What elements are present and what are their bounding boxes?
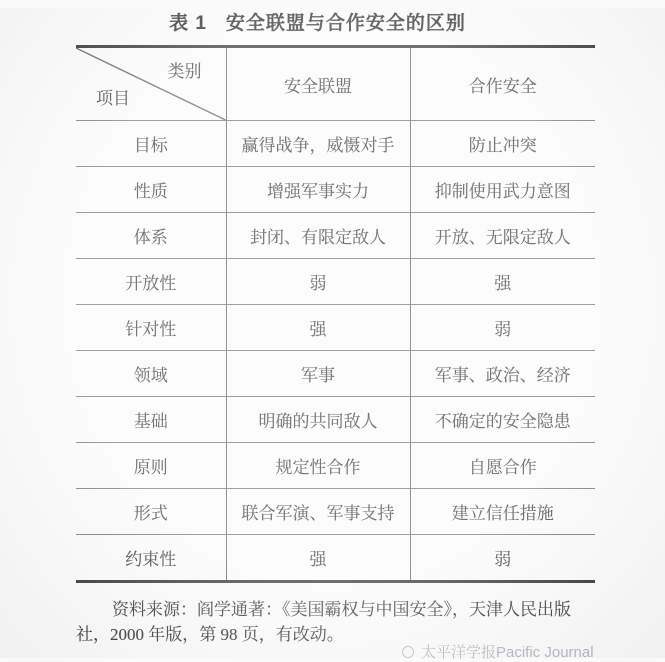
- cell-alliance: 联合军演、军事支持: [226, 489, 410, 535]
- cell-alliance: 强: [226, 305, 410, 351]
- table-row: [76, 259, 595, 305]
- row-item-label: 形式: [76, 489, 226, 535]
- row-item-label: 性质: [76, 167, 226, 213]
- cell-cooperation: 自愿合作: [410, 443, 595, 489]
- header-col-alliance: 安全联盟: [226, 47, 410, 121]
- table-row: [76, 397, 595, 443]
- source-note: [76, 597, 665, 647]
- table-header-row: [76, 47, 595, 121]
- table-row: [76, 213, 595, 259]
- header-category-label: 类别: [167, 62, 202, 81]
- cell-cooperation: 建立信任措施: [410, 489, 595, 535]
- cell-cooperation: 军事、政治、经济: [410, 351, 595, 397]
- table-row: [76, 535, 595, 582]
- table-row: [76, 305, 595, 351]
- cell-alliance: 强: [226, 535, 410, 582]
- cell-alliance: 规定性合作: [226, 443, 410, 489]
- row-item-label: 领域: [76, 351, 226, 397]
- journal-watermark: [402, 641, 594, 662]
- document-page: [0, 8, 665, 661]
- row-item-label: 约束性: [76, 535, 226, 582]
- row-item-label: 开放性: [76, 259, 226, 305]
- source-note-line2: 社，2000 年版，第 98 页，有改动。: [76, 625, 344, 644]
- cell-cooperation: 开放、无限定敌人: [410, 213, 595, 259]
- cell-alliance: 封闭、有限定敌人: [226, 213, 410, 259]
- row-item-label: 目标: [76, 121, 226, 167]
- source-note-line1: 资料来源：阎学通著：《美国霸权与中国安全》，天津人民出版: [112, 600, 571, 619]
- cell-alliance: 赢得战争，威慑对手: [226, 121, 410, 167]
- cell-cooperation: 弱: [410, 305, 595, 351]
- watermark-text: 太平洋学报Pacific Journal: [421, 644, 594, 661]
- table-row: [76, 489, 595, 535]
- header-diagonal-cell: [76, 47, 226, 121]
- cell-cooperation: 强: [410, 259, 595, 305]
- table-row: [76, 351, 595, 397]
- journal-logo-icon: [400, 644, 415, 659]
- cell-cooperation: 弱: [410, 535, 595, 582]
- cell-alliance: 增强军事实力: [226, 167, 410, 213]
- cell-cooperation: 不确定的安全隐患: [410, 397, 595, 443]
- cell-alliance: 军事: [226, 351, 410, 397]
- comparison-table: [76, 45, 595, 583]
- table-row: [76, 121, 595, 167]
- cell-alliance: 弱: [226, 259, 410, 305]
- row-item-label: 体系: [76, 213, 226, 259]
- row-item-label: 原则: [76, 443, 226, 489]
- table-title: 表 1 安全联盟与合作安全的区别: [169, 13, 466, 34]
- table-row: [76, 167, 595, 213]
- row-item-label: 针对性: [76, 305, 226, 351]
- row-item-label: 基础: [76, 397, 226, 443]
- cell-alliance: 明确的共同敌人: [226, 397, 410, 443]
- header-col-cooperation: 合作安全: [410, 47, 595, 121]
- cell-cooperation: 抑制使用武力意图: [410, 167, 595, 213]
- header-item-label: 项目: [96, 89, 130, 108]
- table-row: [76, 443, 595, 489]
- cell-cooperation: 防止冲突: [410, 121, 595, 167]
